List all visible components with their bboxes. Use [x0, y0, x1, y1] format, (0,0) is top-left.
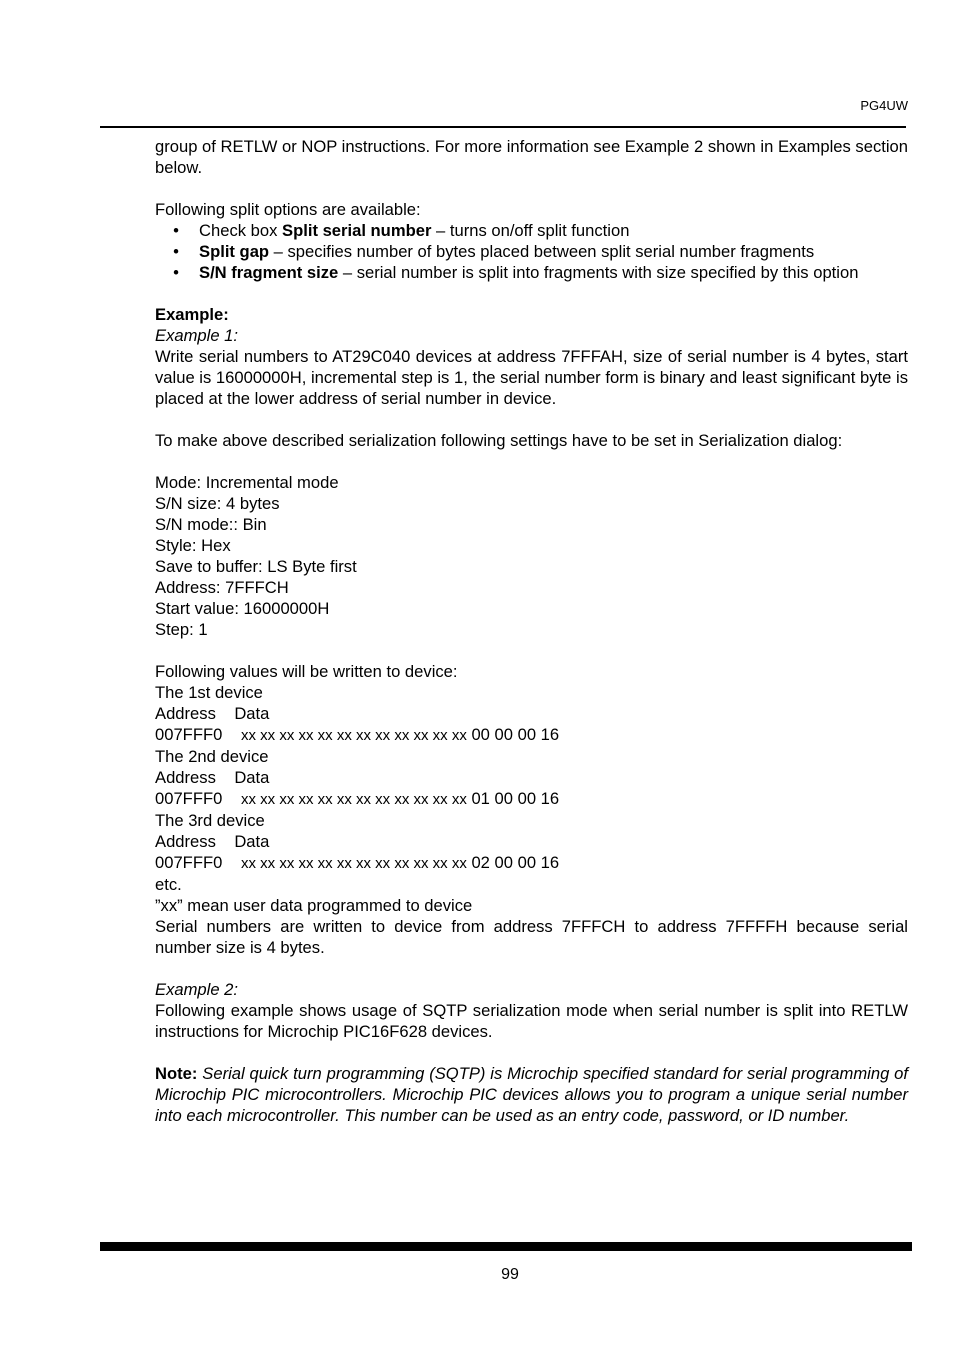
intro-paragraph: group of RETLW or NOP instructions. For more information see Example 2 shown in Examples section below.: [155, 137, 908, 177]
setting-line: S/N mode:: Bin: [155, 515, 267, 534]
device-table-header: Address Data: [155, 768, 270, 787]
footer-rule: [100, 1242, 912, 1251]
bullet-icon: •: [173, 242, 179, 261]
list-item: • S/N fragment size – serial number is split into fragments with size specified by this option: [155, 262, 908, 283]
device-table-header: Address Data: [155, 704, 270, 723]
split-options-list: [155, 220, 908, 283]
setting-line: S/N size: 4 bytes: [155, 494, 280, 513]
note-label: Note:: [155, 1064, 198, 1083]
split-options-lead: Following split options are available:: [155, 200, 421, 219]
setting-line: Step: 1: [155, 620, 208, 639]
device-table-header: Address Data: [155, 832, 270, 851]
setting-line: Start value: 16000000H: [155, 599, 330, 618]
example-1-title: Example 1:: [155, 326, 239, 345]
header-rule: [100, 126, 906, 128]
header-title: PG4UW: [860, 98, 908, 113]
device-name: The 3rd device: [155, 811, 265, 830]
note-paragraph: [155, 1063, 908, 1126]
note-text: Serial quick turn programming (SQTP) is Microchip specified standard for serial programming of Microchip PIC microcontrollers. Microchip PIC devices allows you to program a unique serial number into each microcontroller. This number can be used as an entry code, password, or ID number.: [155, 1064, 908, 1125]
example-1-text: Write serial numbers to AT29C040 devices at address 7FFFAH, size of serial number is 4 bytes, start value is 16000000H, incremental step is 1, the serial number form is binary and least significant byte is placed at the lower address of serial number in device.: [155, 347, 908, 408]
setting-line: Mode: Incremental mode: [155, 473, 339, 492]
device-data-row: 007FFF0 xx xx xx xx xx xx xx xx xx xx xx xx 00 00 00 16: [155, 725, 560, 744]
bullet-icon: •: [173, 263, 179, 282]
example-2-title: Example 2:: [155, 980, 239, 999]
settings-intro: To make above described serialization following settings have to be set in Serialization dialog:: [155, 431, 843, 450]
written-note: Serial numbers are written to device from address 7FFFCH to address 7FFFFH because serial number size is 4 bytes.: [155, 917, 908, 957]
device-data-row: 007FFF0 xx xx xx xx xx xx xx xx xx xx xx xx 02 00 00 16: [155, 853, 560, 872]
setting-line: Save to buffer: LS Byte first: [155, 557, 357, 576]
xx-note: ”xx” mean user data programmed to device: [155, 896, 473, 915]
page-content: [155, 136, 908, 1126]
list-item: • Split gap – specifies number of bytes placed between split serial number fragments: [155, 241, 908, 262]
device-name: The 1st device: [155, 683, 263, 702]
setting-line: Style: Hex: [155, 536, 231, 555]
list-item: • Check box Split serial number – turns on/off split function: [155, 220, 908, 241]
values-intro: Following values will be written to device:: [155, 662, 458, 681]
device-name: The 2nd device: [155, 747, 269, 766]
device-data-row: 007FFF0 xx xx xx xx xx xx xx xx xx xx xx xx 01 00 00 16: [155, 789, 560, 808]
example-2-text: Following example shows usage of SQTP serialization mode when serial number is split into RETLW instructions for Microchip PIC16F628 devices.: [155, 1001, 908, 1041]
page-number: 99: [501, 1266, 519, 1283]
etc-text: etc.: [155, 875, 182, 894]
setting-line: Address: 7FFFCH: [155, 578, 289, 597]
example-heading: Example:: [155, 305, 229, 324]
bullet-icon: •: [173, 221, 179, 240]
